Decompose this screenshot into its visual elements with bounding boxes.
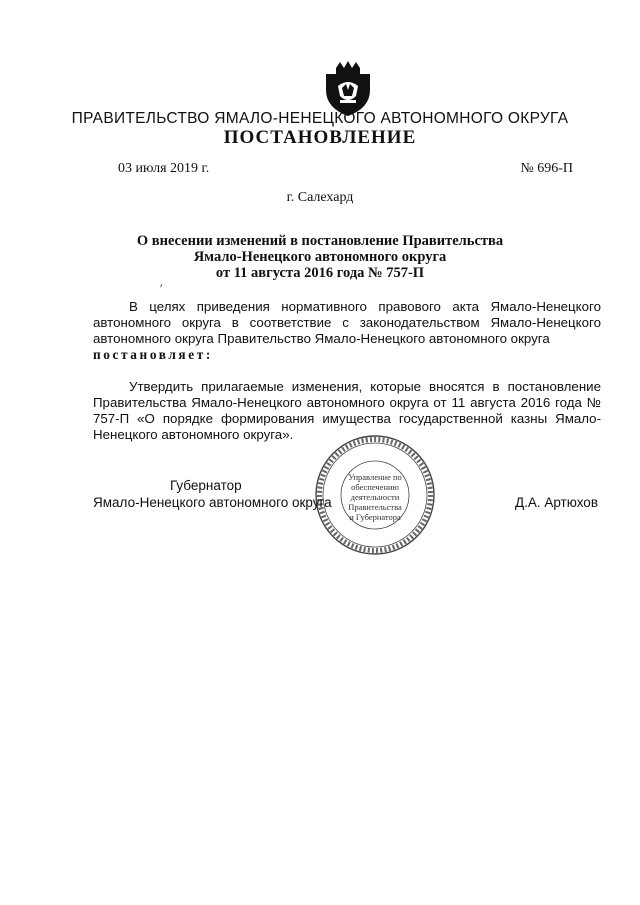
heading-line-2: Ямало-Ненецкого автономного округа [193,249,447,265]
document-number: № 696-П [520,161,573,176]
document-type: ПОСТАНОВЛЕНИЕ [223,127,417,148]
resolution-word: постановляет: [93,347,213,362]
scan-mark: ′ [160,281,163,295]
stamp-line-4: Правительства [348,502,402,512]
document-date: 03 июля 2019 г. [118,161,210,176]
paragraph-2-text: Утвердить прилагаемые изменения, которые вносятся в постановление Правительства Ямало-Ненецкого автономного округа от 11 августа 2016 года № 757-П «О порядке формирования имущества государственной казны Ямало-Ненецкого автономного округа». [93,379,601,442]
stamp-line-5: и Губернатора [349,512,401,522]
document-city: г. Салехард [286,190,354,205]
signer-title-line-2: Ямало-Ненецкого автономного округа [93,495,332,510]
document-heading [0,233,640,281]
stamp-inner-text [323,472,427,522]
signer-title-line-1: Губернатор [170,478,242,493]
stamp-line-1: Управление по [348,472,402,482]
stamp-line-3: деятельности [350,492,400,502]
paragraph-1-content: В целях приведения нормативного правового акта Ямало-Ненецкого автономного округа в соответствие с законодательством Ямало-Ненецкого автономного округа Правительство Ямало-Ненецкого автономного округа [93,299,601,346]
heading-line-1: О внесении изменений в постановление Правительства [136,233,504,249]
signer-name: Д.А. Артюхов [514,495,598,510]
paragraph-1-text [93,299,601,347]
stamp-line-2: обеспечению [351,482,399,492]
heading-line-3: от 11 августа 2016 года № 757-П [215,265,425,281]
body-paragraph-1 [93,299,601,363]
government-title: ПРАВИТЕЛЬСТВО ЯМАЛО-НЕНЕЦКОГО АВТОНОМНОГО ОКРУГА [71,110,569,127]
